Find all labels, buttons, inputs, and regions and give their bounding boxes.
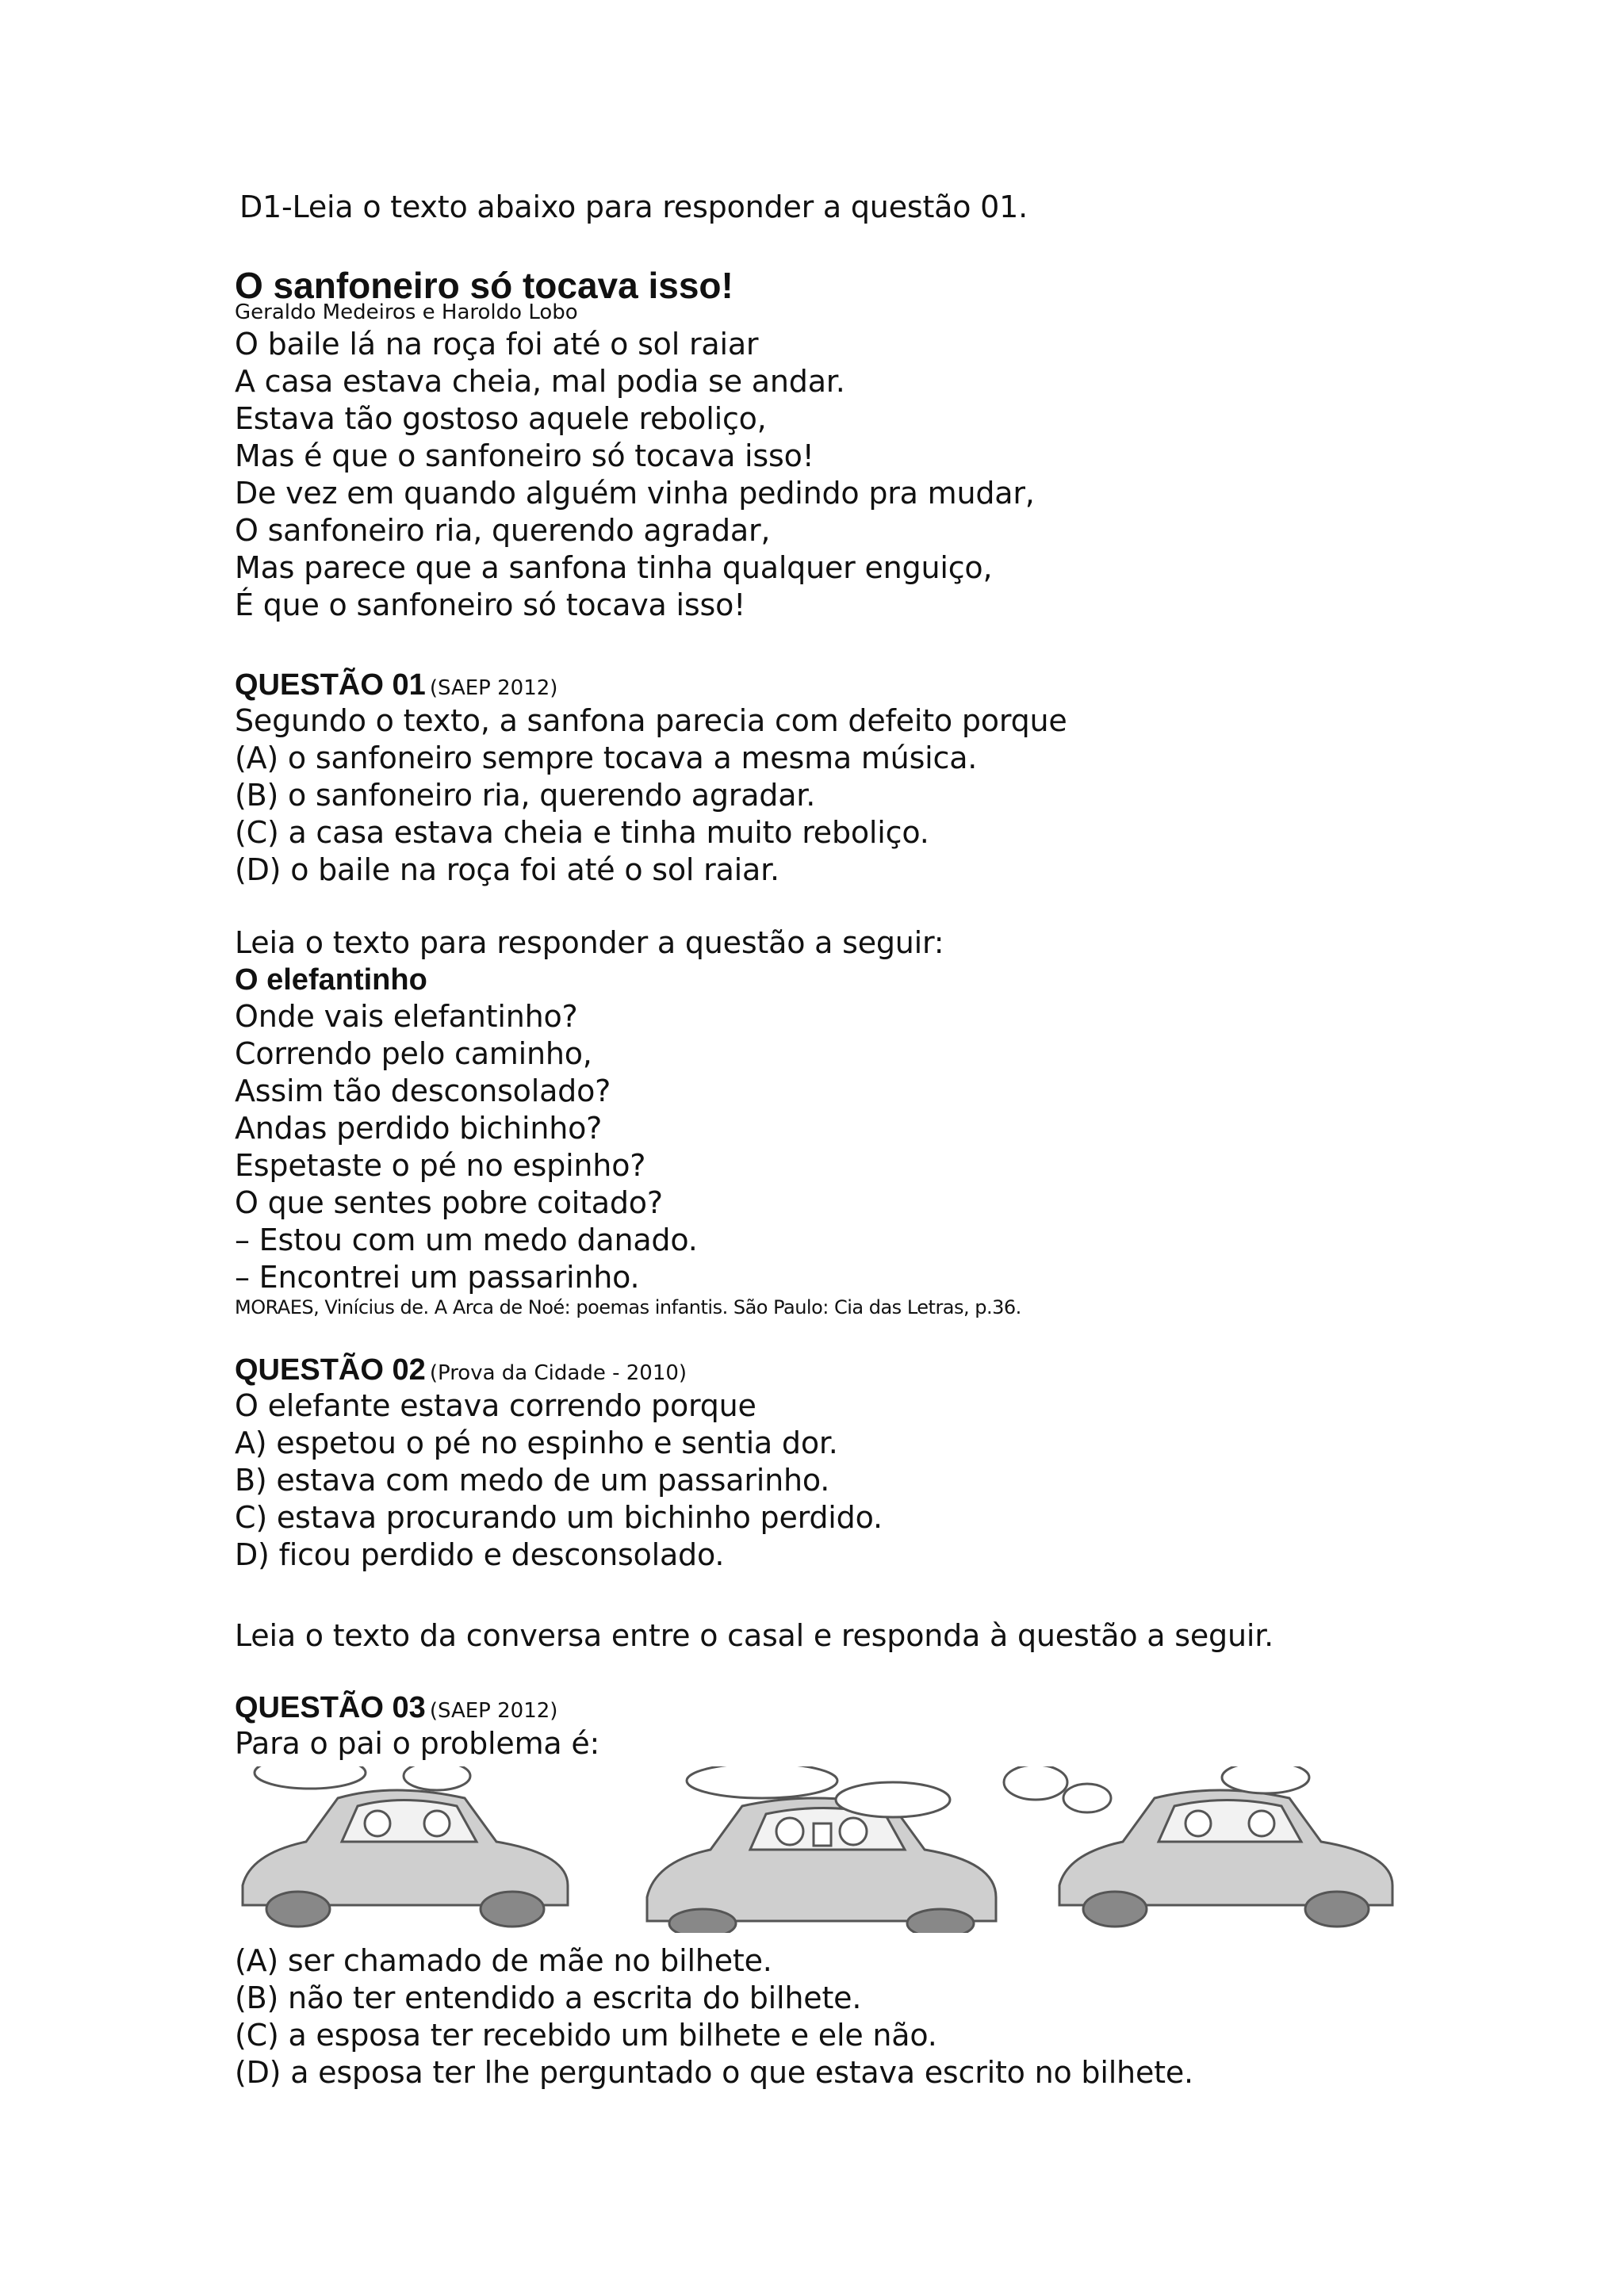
car-panel-1 bbox=[243, 1766, 568, 1927]
poem1-line: De vez em quando alguém vinha pedindo pra mudar, bbox=[235, 476, 1035, 511]
intro2-text: Leia o texto para responder a questão a seguir: bbox=[235, 925, 944, 960]
question-03-option-b: (B) não ter entendido a escrita do bilhete. bbox=[235, 1980, 862, 2015]
question-01-option-a: (A) o sanfoneiro sempre tocava a mesma música. bbox=[235, 740, 978, 775]
question-01-option-b: (B) o sanfoneiro ria, querendo agradar. bbox=[235, 778, 816, 813]
poem1-lines bbox=[235, 326, 1035, 624]
question-03-option-d: (D) a esposa ter lhe perguntado o que estava escrito no bilhete. bbox=[235, 2055, 1193, 2090]
poem1-line: Mas parece que a sanfona tinha qualquer enguiço, bbox=[235, 550, 993, 585]
poem1-line: Estava tão gostoso aquele reboliço, bbox=[235, 401, 767, 436]
question-03-option-c: (C) a esposa ter recebido um bilhete e ele não. bbox=[235, 2018, 937, 2053]
question-03-label: QUESTÃO 03 bbox=[235, 1691, 426, 1724]
intro3-text: Leia o texto da conversa entre o casal e responda à questão a seguir. bbox=[235, 1618, 1274, 1653]
question-02 bbox=[235, 1353, 883, 1574]
poem1-line: O sanfoneiro ria, querendo agradar, bbox=[235, 513, 771, 548]
poem1-line: A casa estava cheia, mal podia se andar. bbox=[235, 364, 845, 399]
poem2-line: Assim tão desconsolado? bbox=[235, 1073, 611, 1108]
poem2-citation: MORAES, Vinícius de. A Arca de Noé: poemas infantis. São Paulo: Cia das Letras, p.36. bbox=[235, 1296, 1021, 1318]
question-03-option-a: (A) ser chamado de mãe no bilhete. bbox=[235, 1943, 772, 1978]
poem1-line: Mas é que o sanfoneiro só tocava isso! bbox=[235, 438, 814, 473]
question-02-header bbox=[235, 1353, 883, 1387]
poem1-title: O sanfoneiro só tocava isso! bbox=[235, 265, 733, 306]
question-03-stem: Para o pai o problema é: bbox=[235, 1726, 600, 1761]
question-02-option-b: B) estava com medo de um passarinho. bbox=[235, 1463, 830, 1498]
question-01 bbox=[235, 668, 1067, 889]
poem1-authors: Geraldo Medeiros e Haroldo Lobo bbox=[235, 300, 578, 324]
intro-text: D1-Leia o texto abaixo para responder a questão 01. bbox=[239, 189, 1028, 224]
question-02-option-d: D) ficou perdido e desconsolado. bbox=[235, 1537, 725, 1572]
intro-instruction bbox=[239, 189, 1028, 226]
question-01-label: QUESTÃO 01 bbox=[235, 668, 426, 702]
intro3 bbox=[235, 1617, 1274, 1655]
poem2-line: – Estou com um medo danado. bbox=[235, 1223, 698, 1257]
poem2 bbox=[235, 924, 1021, 1318]
question-03-header bbox=[235, 1691, 599, 1725]
question-01-stem: Segundo o texto, a sanfona parecia com defeito porque bbox=[235, 703, 1067, 738]
question-03 bbox=[235, 1691, 599, 1762]
poem1-line: É que o sanfoneiro só tocava isso! bbox=[235, 587, 746, 622]
question-02-source: (Prova da Cidade - 2010) bbox=[429, 1361, 688, 1385]
car-panel-3 bbox=[1059, 1766, 1392, 1927]
question-02-label: QUESTÃO 02 bbox=[235, 1353, 426, 1387]
question-02-stem: O elefante estava correndo porque bbox=[235, 1388, 756, 1423]
comic-strip-image bbox=[235, 1766, 1400, 1933]
poem2-line: Correndo pelo caminho, bbox=[235, 1036, 592, 1071]
question-01-header bbox=[235, 668, 1067, 702]
car-panel-2 bbox=[647, 1766, 1111, 1933]
question-01-option-c: (C) a casa estava cheia e tinha muito reboliço. bbox=[235, 815, 929, 850]
question-03-source: (SAEP 2012) bbox=[429, 1699, 558, 1723]
poem2-line: Espetaste o pé no espinho? bbox=[235, 1148, 646, 1183]
poem2-line: Onde vais elefantinho? bbox=[235, 999, 578, 1034]
poem2-line: Andas perdido bichinho? bbox=[235, 1111, 603, 1146]
poem2-line: – Encontrei um passarinho. bbox=[235, 1260, 640, 1295]
question-01-option-d: (D) o baile na roça foi até o sol raiar. bbox=[235, 852, 779, 887]
question-02-option-c: C) estava procurando um bichinho perdido. bbox=[235, 1500, 883, 1535]
question-02-option-a: A) espetou o pé no espinho e sentia dor. bbox=[235, 1425, 838, 1460]
question-03-options bbox=[235, 1942, 1193, 2091]
question-01-source: (SAEP 2012) bbox=[429, 676, 558, 700]
poem1 bbox=[235, 266, 1035, 624]
poem2-title: O elefantinho bbox=[235, 963, 427, 997]
poem2-line: O que sentes pobre coitado? bbox=[235, 1185, 663, 1220]
poem1-line: O baile lá na roça foi até o sol raiar bbox=[235, 327, 759, 362]
